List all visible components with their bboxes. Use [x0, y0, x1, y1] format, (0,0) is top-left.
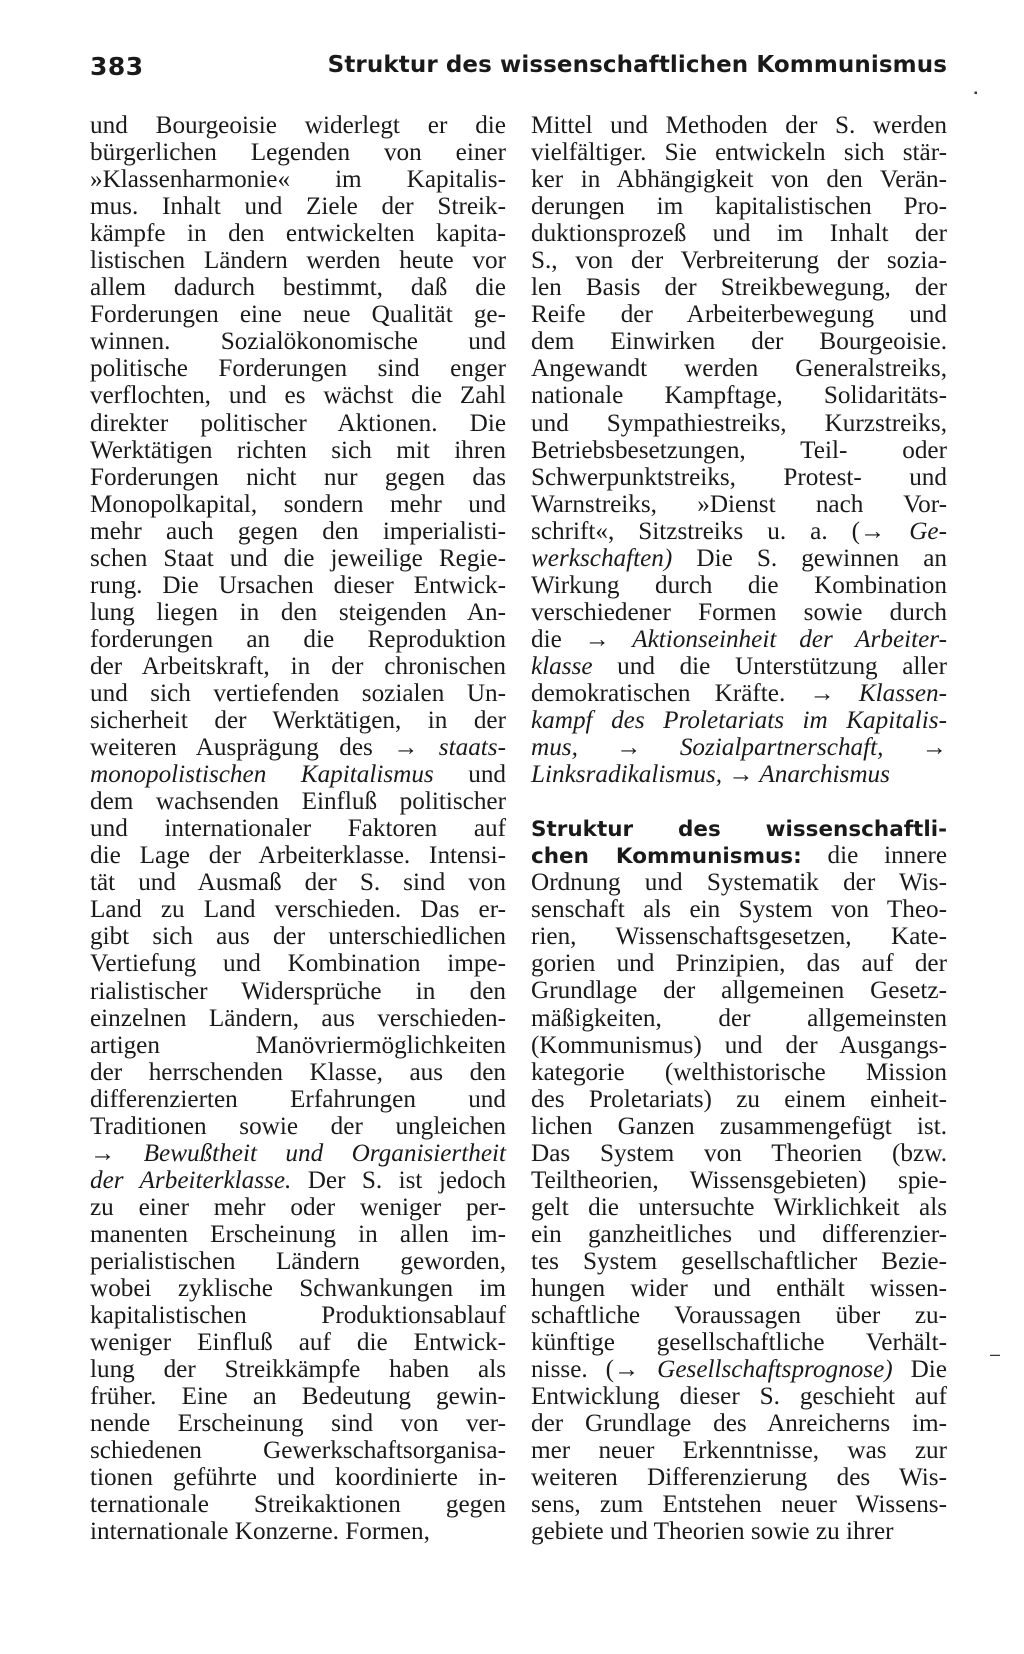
text-line: Warnstreiks, »Dienst nach Vor- [531, 490, 947, 518]
text-line: mer neuer Erkenntnisse, was zur [531, 1437, 947, 1465]
entry-title: Struktur des wissenschaftli- [531, 817, 947, 843]
text-line: gelt die untersuchte Wirklichkeit als [531, 1193, 947, 1221]
structure-entry [531, 815, 947, 1545]
text-line: politische Forderungen sind enger [90, 355, 506, 383]
strike-entry-continuation [531, 112, 947, 788]
text-line: nisse. (→ Gesellschaftsprognose) Die [531, 1356, 947, 1384]
text-line: len Basis der Streikbewegung, der [531, 274, 947, 302]
cross-reference: → Aktionseinheit der Arbeiter- [584, 625, 947, 653]
text-line: lichen Ganzen zusammengefügt ist. [531, 1112, 947, 1140]
text-line: perialistischen Ländern geworden, [90, 1247, 506, 1275]
text-line: direkter politischer Aktionen. Die [90, 409, 506, 437]
text-line: bürgerlichen Legenden von einer [90, 139, 506, 167]
text-line: zu einer mehr oder weniger per- [90, 1193, 506, 1221]
text-line: winnen. Sozialökonomische und [90, 328, 506, 356]
text-line: derungen im kapitalistischen Pro- [531, 193, 947, 221]
page-header [90, 52, 947, 92]
text-line: rung. Die Ursachen dieser Entwick- [90, 571, 506, 599]
running-title: Struktur des wissenschaftlichen Kommunismus [327, 52, 947, 78]
text-line: nende Erscheinung sind von ver- [90, 1410, 506, 1438]
right-column [531, 112, 947, 1545]
text-line: sens, zum Entstehen neuer Wissens- [531, 1491, 947, 1519]
entry-separator [531, 788, 947, 815]
text-line: Vertiefung und Kombination impe- [90, 950, 506, 978]
text-line: ker in Abhängigkeit von den Verän- [531, 166, 947, 194]
text-line: allem dadurch bestimmt, daß die [90, 274, 506, 302]
text-line: der Grundlage des Anreicherns im- [531, 1410, 947, 1438]
text-line: nationale Kampftage, Solidaritäts- [531, 382, 947, 410]
cross-reference: werkschaften) [531, 544, 673, 572]
text-line: kapitalistischen Produktionsablauf [90, 1302, 506, 1330]
text-line: schen Staat und die jeweilige Regie- [90, 544, 506, 572]
text-line: künftige gesellschaftliche Verhält- [531, 1329, 947, 1357]
text-line: und internationaler Faktoren auf [90, 815, 506, 843]
text-line: tes System gesellschaftlicher Bezie- [531, 1247, 947, 1275]
text-line: gebiete und Theorien sowie zu ihrer [531, 1518, 894, 1546]
text-line: klasse und die Unterstützung aller [531, 652, 947, 680]
text-line: demokratischen Kräfte. → Klassen- [531, 679, 947, 707]
text-line: »Klassenharmonie« im Kapitalis- [90, 166, 506, 194]
text-line: monopolistischen Kapitalismus und [90, 761, 507, 789]
text-line: Traditionen sowie der ungleichen [90, 1112, 506, 1140]
text-line [531, 815, 947, 842]
text-line: Das System von Theorien (bzw. [531, 1139, 947, 1167]
text-line: Werktätigen richten sich mit ihren [90, 436, 506, 464]
text-line: rialistischer Widersprüche in den [90, 977, 506, 1005]
cross-reference: → Klassen- [809, 679, 947, 707]
text-line: dem Einwirken der Bourgeoisie. [531, 328, 947, 356]
text-line: schiedenen Gewerkschaftsorganisa- [90, 1437, 506, 1465]
cross-reference: → Gesellschaftsprognose) [614, 1356, 893, 1384]
text-line: Schwerpunktstreiks, Protest- und [531, 463, 947, 491]
text-line [531, 761, 947, 788]
text-line: S., von der Verbreiterung der sozia- [531, 247, 947, 275]
cross-reference: → staats- [393, 734, 506, 762]
text-line: und Bourgeoisie widerlegt er die [90, 112, 506, 139]
text-line: kämpfe in den entwickelten kapita- [90, 220, 506, 248]
text-line: chen Kommunismus: die innere [531, 842, 948, 870]
text-line [90, 1140, 506, 1167]
text-line: wobei zyklische Schwankungen im [90, 1275, 506, 1303]
text-line: (Kommunismus) und der Ausgangs- [531, 1031, 947, 1059]
margin-dash: – [990, 1344, 1001, 1364]
text-line: Angewandt werden Generalstreiks, [531, 355, 947, 383]
text-line: internationale Konzerne. Formen, [90, 1518, 430, 1546]
text-line: ein ganzheitliches und differenzier- [531, 1220, 947, 1248]
entry-title: chen Kommunismus: [531, 844, 802, 870]
text-line: ternationale Streikaktionen gegen [90, 1491, 506, 1519]
cross-reference: der Arbeiterklasse. [90, 1166, 292, 1194]
text-line: Teiltheorien, Wissensgebieten) spie- [531, 1166, 947, 1194]
text-line: Forderungen eine neue Qualität ge- [90, 301, 506, 329]
text-line [531, 734, 947, 761]
text-line: verschiedener Formen sowie durch [531, 598, 947, 626]
text-line: und sich vertiefenden sozialen Un- [90, 679, 506, 707]
text-line: Grundlage der allgemeinen Gesetz- [531, 977, 947, 1005]
cross-reference: kampf des Proletariats im Kapitalis- [531, 707, 947, 735]
text-line: Ordnung und Systematik der Wis- [531, 869, 947, 897]
text-line: Mittel und Methoden der S. werden [531, 112, 947, 139]
text-line: einzelnen Ländern, aus verschieden- [90, 1004, 506, 1032]
text-line: vielfältiger. Sie entwickeln sich stär- [531, 139, 947, 167]
text-line: Entwicklung dieser S. geschieht auf [531, 1383, 947, 1411]
text-line: duktionsprozeß und im Inhalt der [531, 220, 947, 248]
text-line: der Arbeiterklasse. Der S. ist jedoch [90, 1166, 506, 1194]
text-line: der Arbeitskraft, in der chronischen [90, 652, 506, 680]
text-line: verflochten, und es wächst die Zahl [90, 382, 506, 410]
text-line: schaftliche Voraussagen über zu- [531, 1302, 947, 1330]
text-line: listischen Ländern werden heute vor [90, 247, 506, 275]
text-line: Monopolkapital, sondern mehr und [90, 490, 506, 518]
text-line: Wirkung durch die Kombination [531, 571, 947, 599]
text-line: rien, Wissenschaftsgesetzen, Kate- [531, 923, 947, 951]
text-line: Reife der Arbeiterbewegung und [531, 301, 947, 329]
text-line: weniger Einfluß auf die Entwick- [90, 1329, 506, 1357]
text-line: werkschaften) Die S. gewinnen an [531, 544, 947, 572]
text-line: Land zu Land verschieden. Das er- [90, 896, 506, 924]
text-line: des Proletariats) zu einem einheit- [531, 1085, 947, 1113]
text-line: senschaft als ein System von Theo- [531, 896, 947, 924]
text-line: manenten Erscheinung in allen im- [90, 1220, 506, 1248]
page-number: 383 [90, 52, 144, 81]
text-line: gorien und Prinzipien, das auf der [531, 950, 947, 978]
text-line: lung der Streikkämpfe haben als [90, 1356, 506, 1384]
text-line: artigen Manövriermöglichkeiten [90, 1031, 506, 1059]
text-line: und Sympathiestreiks, Kurzstreiks, [531, 409, 947, 437]
text-line: tät und Ausmaß der S. sind von [90, 869, 506, 897]
text-line: mäßigkeiten, der allgemeinsten [531, 1004, 947, 1032]
text-line: kategorie (welthistorische Mission [531, 1058, 947, 1086]
text-line: tionen geführte und koordinierte in- [90, 1464, 506, 1492]
text-line: forderungen an die Reproduktion [90, 625, 506, 653]
text-line: lung liegen in den steigenden An- [90, 598, 506, 626]
left-column [90, 112, 506, 1545]
text-line: Forderungen nicht nur gegen das [90, 463, 506, 491]
text-line: differenzierten Erfahrungen und [90, 1085, 506, 1113]
text-line: weiteren Differenzierung des Wis- [531, 1464, 947, 1492]
cross-reference: monopolistischen Kapitalismus [90, 761, 434, 789]
text-line: gibt sich aus der unterschiedlichen [90, 923, 506, 951]
text-line: dem wachsenden Einfluß politischer [90, 788, 506, 816]
print-speck: ▪ [974, 88, 978, 99]
text-line: hungen wider und enthält wissen- [531, 1274, 947, 1302]
text-line: mehr auch gegen den imperialisti- [90, 517, 506, 545]
text-line: mus. Inhalt und Ziele der Streik- [90, 193, 506, 221]
text-line: sicherheit der Werktätigen, in der [90, 707, 506, 735]
cross-reference: Linksradikalismus, → Anarchismus [531, 761, 890, 789]
text-line: weiteren Ausprägung des → staats- [90, 734, 506, 762]
text-line: schrift«, Sitzstreiks u. a. (→ Ge- [531, 517, 947, 545]
cross-reference: mus, → Sozialpartnerschaft, → [531, 734, 947, 762]
cross-reference: → Bewußtheit und Organisiertheit [90, 1139, 506, 1167]
text-line: der herrschenden Klasse, aus den [90, 1058, 506, 1086]
text-line [531, 707, 947, 734]
text-line: Betriebsbesetzungen, Teil- oder [531, 436, 947, 464]
text-line: früher. Eine an Bedeutung gewin- [90, 1383, 506, 1411]
cross-reference: → Ge- [860, 517, 947, 545]
text-line: die Lage der Arbeiterklasse. Intensi- [90, 842, 506, 870]
cross-reference: klasse [531, 652, 593, 680]
text-line: die → Aktionseinheit der Arbeiter- [531, 625, 947, 653]
